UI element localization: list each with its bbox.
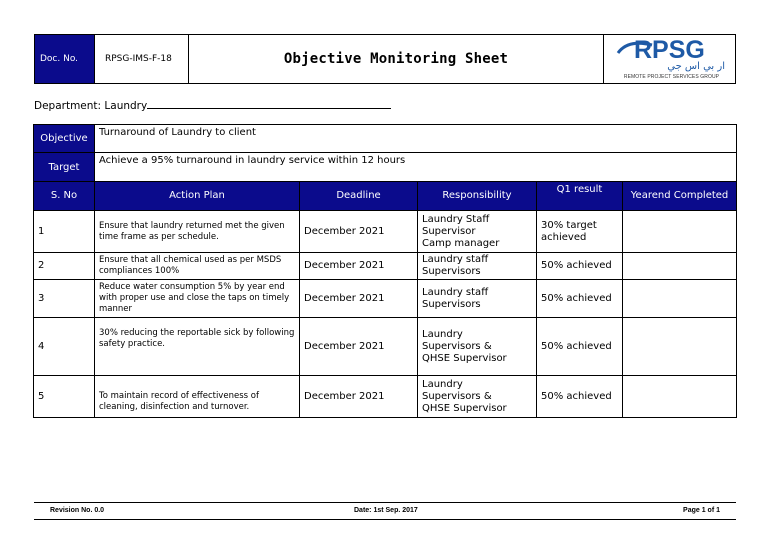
col-header-sno: S. No [34,182,95,211]
table-row [34,280,737,318]
doc-no-label: Doc. No. [35,35,95,83]
target-label: Target [34,153,95,182]
objective-label: Objective [34,125,95,153]
row-deadline: December 2021 [300,253,418,280]
department-value: Laundry [104,100,148,112]
table-row [34,376,737,418]
row-responsibility [418,318,537,376]
row-action-plan: To maintain record of effectiveness of cleaning, disinfection and turnover. [95,376,300,418]
row-deadline: December 2021 [300,211,418,253]
responsibility-line: Supervisors [422,298,481,310]
col-header-deadline: Deadline [300,182,418,211]
row-q1-result: 50% achieved [537,280,623,318]
row-deadline: December 2021 [300,280,418,318]
objective-value: Turnaround of Laundry to client [95,125,737,153]
row-sno: 2 [34,253,95,280]
responsibility-line: Supervisors [422,266,481,277]
row-responsibility [418,211,537,253]
footer-date: Date: 1st Sep. 2017 [354,507,418,514]
responsibility-line: Laundry [422,378,463,390]
responsibility-line: Camp manager [422,237,500,249]
department-underline [147,99,391,109]
responsibility-line: Laundry staff [422,286,489,298]
row-sno: 1 [34,211,95,253]
logo-arabic-text: ار بي اس جي [667,61,725,72]
page-title: Objective Monitoring Sheet [283,51,509,67]
col-header-yearend: Yearend Completed [623,182,737,211]
footer-revision: Revision No. 0.0 [50,507,105,514]
department-line [34,99,391,112]
doc-code: RPSG-IMS-F-18 [95,35,189,83]
row-q1-result: 30% target achieved [537,211,623,253]
objective-table [33,124,737,418]
col-header-responsibility: Responsibility [418,182,537,211]
footer-page-number: Page 1 of 1 [683,507,720,514]
logo-text: RPSG [634,36,705,64]
document-header [34,34,736,84]
responsibility-line: QHSE Supervisor [422,352,507,364]
row-responsibility [418,280,537,318]
responsibility-line: Supervisors & [422,340,492,352]
row-yearend [623,280,737,318]
responsibility-line: Laundry staff [422,254,489,265]
col-header-action-plan: Action Plan [95,182,300,211]
row-yearend [623,211,737,253]
responsibility-line: Supervisor [422,225,476,237]
row-yearend [623,253,737,280]
table-row [34,318,737,376]
objective-row [34,125,737,153]
target-value: Achieve a 95% turnaround in laundry service within 12 hours [95,153,737,182]
row-sno: 3 [34,280,95,318]
row-sno: 4 [34,318,95,376]
row-action-plan: Ensure that laundry returned met the given time frame as per schedule. [95,211,300,253]
row-action-plan: 30% reducing the reportable sick by following safety practice. [95,318,300,376]
responsibility-line: Laundry [422,328,463,340]
col-header-q1-result: Q1 result [537,182,623,211]
row-action-plan: Reduce water consumption 5% by year end with proper use and close the taps on timely manner [95,280,300,318]
table-row [34,211,737,253]
row-deadline: December 2021 [300,318,418,376]
row-yearend [623,318,737,376]
row-responsibility [418,253,537,280]
row-responsibility [418,376,537,418]
responsibility-line: Laundry Staff [422,213,490,225]
company-logo [603,35,735,83]
table-header-row [34,182,737,211]
row-deadline: December 2021 [300,376,418,418]
row-action-plan: Ensure that all chemical used as per MSDS compliances 100% [95,253,300,280]
responsibility-line: Supervisors & [422,390,492,402]
row-sno: 5 [34,376,95,418]
responsibility-line: QHSE Supervisor [422,402,507,414]
target-row [34,153,737,182]
logo-subtitle: REMOTE PROJECT SERVICES GROUP [623,74,720,80]
row-q1-result: 50% achieved [537,318,623,376]
document-footer [34,502,736,520]
row-q1-result: 50% achieved [537,253,623,280]
row-yearend [623,376,737,418]
department-label: Department: [34,100,102,112]
table-row [34,253,737,280]
row-q1-result: 50% achieved [537,376,623,418]
